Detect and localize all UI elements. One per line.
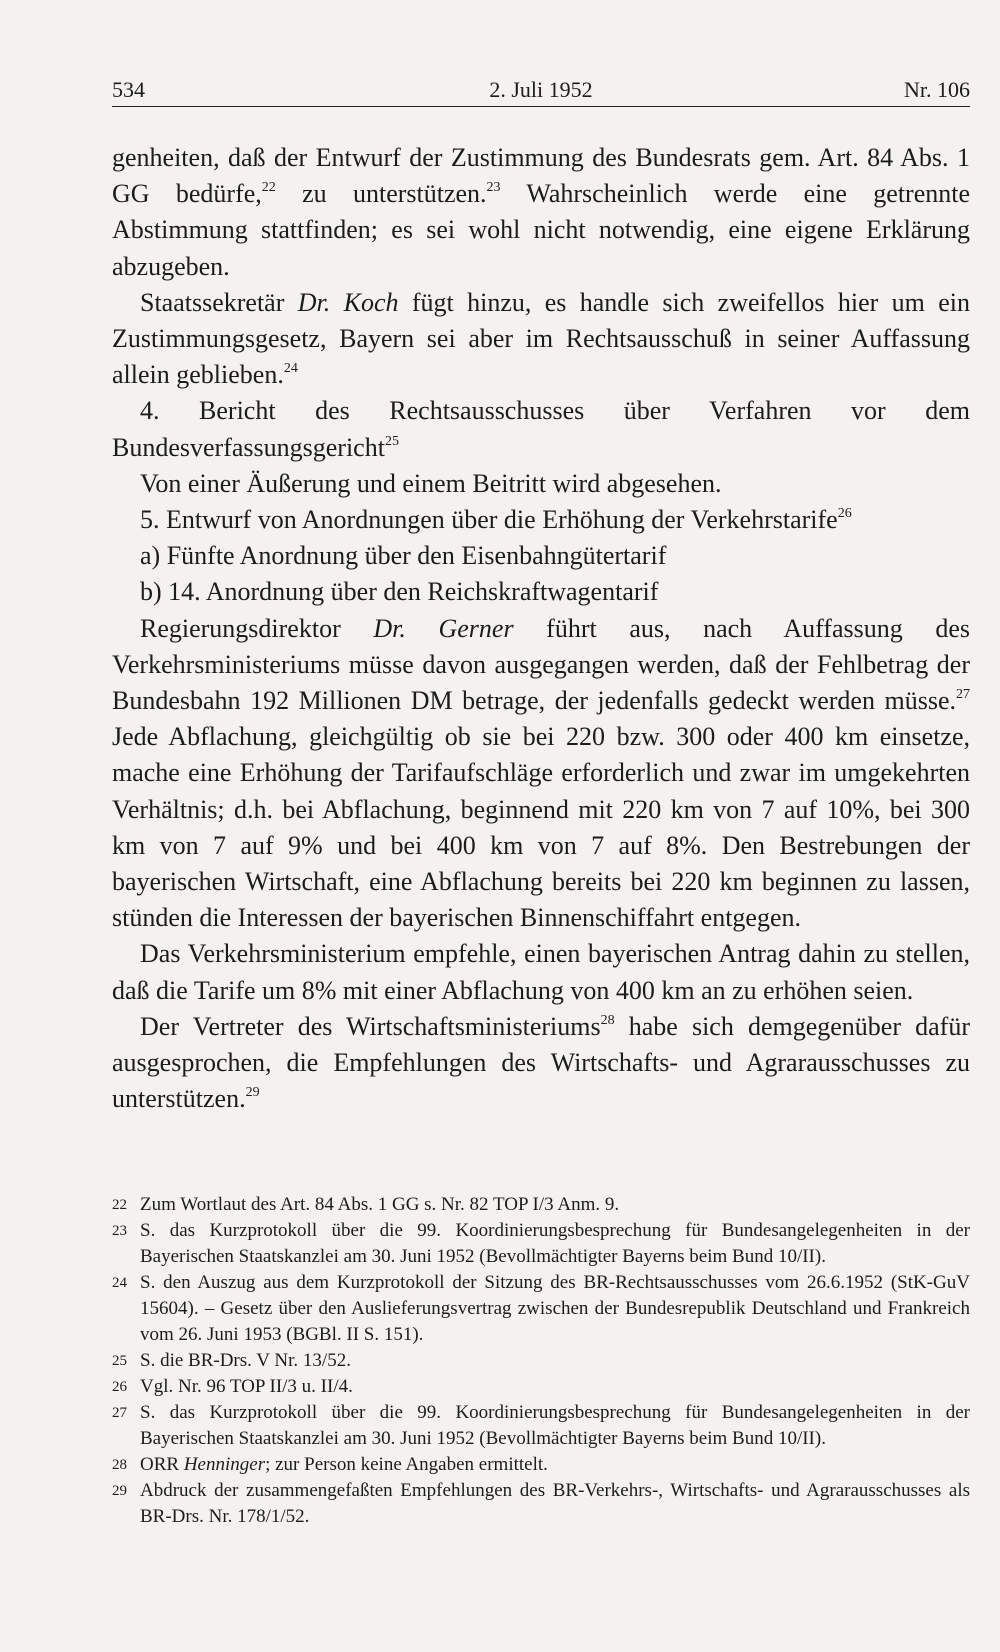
footnote-number: 24	[112, 1275, 127, 1291]
footnote-text: S. die BR-Drs. V Nr. 13/52.	[140, 1350, 351, 1371]
footnote-ref[interactable]: 29	[245, 1085, 260, 1101]
footnote-ref[interactable]: 28	[600, 1012, 615, 1028]
person-name: Dr. Gerner	[373, 613, 514, 643]
page-number: 534	[112, 77, 145, 102]
footnote-number: 22	[112, 1197, 127, 1213]
footnote-text: Zum Wortlaut des Art. 84 Abs. 1 GG s. Nr. 82 TOP I/3 Anm. 9.	[140, 1194, 620, 1215]
footnote-text: S. das Kurzprotokoll über die 99. Koordinierungsbesprechung für Bundesangelegenheiten in der Bayerischen Staatskanzlei am 30. Juni 1952 (Bevollmächtigter Bayerns beim Bund 10/II).	[140, 1402, 970, 1449]
header-date: 2. Juli 1952	[489, 77, 593, 102]
footnote-number: 25	[112, 1353, 127, 1369]
footnote-number: 26	[112, 1379, 127, 1395]
footnote-number: 29	[112, 1483, 127, 1499]
footnote	[112, 1400, 970, 1452]
paragraph	[112, 1009, 970, 1118]
footnote-ref[interactable]: 26	[837, 506, 852, 522]
footnote	[112, 1452, 970, 1478]
footnote	[112, 1374, 970, 1400]
footnote	[112, 1270, 970, 1348]
header-rule	[112, 106, 970, 107]
footnote-ref[interactable]: 24	[283, 361, 298, 377]
footnotes	[112, 1192, 970, 1530]
footnote-ref[interactable]: 27	[956, 687, 970, 703]
footnote-text: S. den Auszug aus dem Kurzprotokoll der Sitzung des BR-Rechtsausschusses vom 26.6.1952 (StK-GuV 15604). – Gesetz über den Auslieferungsvertrag zwischen der Bundesrepublik Deutschland und Frankreich vom 26. Juni 1953 (BGBl. II S. 151).	[140, 1272, 970, 1345]
footnote-text: Abdruck der zusammengefaßten Empfehlungen des BR-Verkehrs-, Wirtschafts- und Agrarausschusses als BR-Drs. Nr. 178/1/52.	[140, 1480, 970, 1527]
agenda-item-5	[112, 502, 970, 538]
footnote-ref[interactable]: 25	[384, 433, 399, 449]
text-run: Staatssekretär	[140, 287, 298, 317]
footnote	[112, 1478, 970, 1530]
person-name: Henninger	[183, 1454, 266, 1475]
text-run: genheiten, daß der Entwurf der Zustimmung des Bundesrats gem. Art. 84 Abs. 1 GG bedürfe,	[112, 143, 970, 209]
agenda-subitem-b: b) 14. Anordnung über den Reichskraftwagentarif	[140, 577, 659, 607]
footnote-number: 27	[112, 1405, 127, 1421]
footnote-text: ORR	[140, 1454, 184, 1475]
paragraph	[112, 140, 970, 285]
footnote-ref[interactable]: 22	[261, 180, 276, 196]
text-run: Jede Abflachung, gleichgültig ob sie bei 220 bzw. 300 oder 400 km einsetze, mache eine Erhöhung der Tarifaufschläge erforderlich und zwar im umgekehrten Verhältnis; d.h. bei Abflachung, beginnend mit 220 km von 7 auf 10%, bei 300 km von 7 auf 9% und bei 400 km von 7 auf 8%. Den Bestrebungen der bayerischen Wirtschaft, eine Abflachung bereits bei 220 km beginnen zu lassen, stünden die Interessen der bayerischen Binnenschiffahrt entgegen.	[112, 722, 970, 933]
agenda-subitem-a: a) Fünfte Anordnung über den Eisenbahngütertarif	[140, 541, 667, 571]
text-run: zu unterstützen.	[275, 179, 487, 209]
text-run: führt aus, nach Auffassung des Verkehrsministeriums müsse davon ausgegangen werden, daß der Fehlbetrag der Bundesbahn 192 Millionen DM betrage, der jedenfalls gedeckt werden müsse.	[112, 613, 970, 716]
footnote	[112, 1218, 970, 1270]
person-name: Dr. Koch	[297, 287, 399, 317]
footnote-text: ; zur Person keine Angaben ermittelt.	[265, 1454, 548, 1475]
footnote-number: 23	[112, 1223, 127, 1239]
paragraph	[112, 611, 970, 937]
paragraph: Von einer Äußerung und einem Beitritt wird abgesehen.	[140, 468, 722, 498]
running-header	[112, 74, 970, 106]
footnote	[112, 1192, 970, 1218]
text-run: habe sich demgegenüber dafür ausgesprochen, die Empfehlungen des Wirtschafts- und Agrarausschusses zu unterstützen.	[112, 1011, 970, 1114]
footnote-text: Vgl. Nr. 96 TOP II/3 u. II/4.	[140, 1376, 353, 1397]
agenda-item-title: 5. Entwurf von Anordnungen über die Erhöhung der Verkehrstarife	[140, 505, 838, 535]
text-run: Wahrscheinlich werde eine getrennte Abstimmung stattfinden; es sei wohl nicht notwendig, eine eigene Erklärung abzugeben.	[112, 179, 970, 281]
footnote	[112, 1348, 970, 1374]
text-run: fügt hinzu, es handle sich zweifellos hier um ein Zustimmungsgesetz, Bayern sei aber im Rechtsausschuß in seiner Auffassung allein geblieben.	[112, 287, 970, 390]
paragraph: Das Verkehrsministerium empfehle, einen bayerischen Antrag dahin zu stellen, daß die Tarife um 8% mit einer Abflachung von 400 km an zu erhöhen seien.	[112, 939, 970, 1005]
main-text	[112, 140, 970, 1117]
footnote-number: 28	[112, 1457, 127, 1473]
agenda-item-title: 4. Bericht des Rechtsausschusses über Verfahren vor dem Bundesverfassungsgericht	[112, 396, 970, 462]
footnote-ref[interactable]: 23	[486, 180, 501, 196]
paragraph	[112, 285, 970, 394]
footnote-text: S. das Kurzprotokoll über die 99. Koordinierungsbesprechung für Bundesangelegenheiten in der Bayerischen Staatskanzlei am 30. Juni 1952 (Bevollmächtigter Bayerns beim Bund 10/II).	[140, 1220, 970, 1267]
header-issue-number: Nr. 106	[904, 77, 970, 102]
text-run: Der Vertreter des Wirtschaftsministeriums	[140, 1011, 601, 1041]
agenda-item-4	[112, 393, 970, 465]
text-run: Regierungsdirektor	[140, 613, 374, 643]
